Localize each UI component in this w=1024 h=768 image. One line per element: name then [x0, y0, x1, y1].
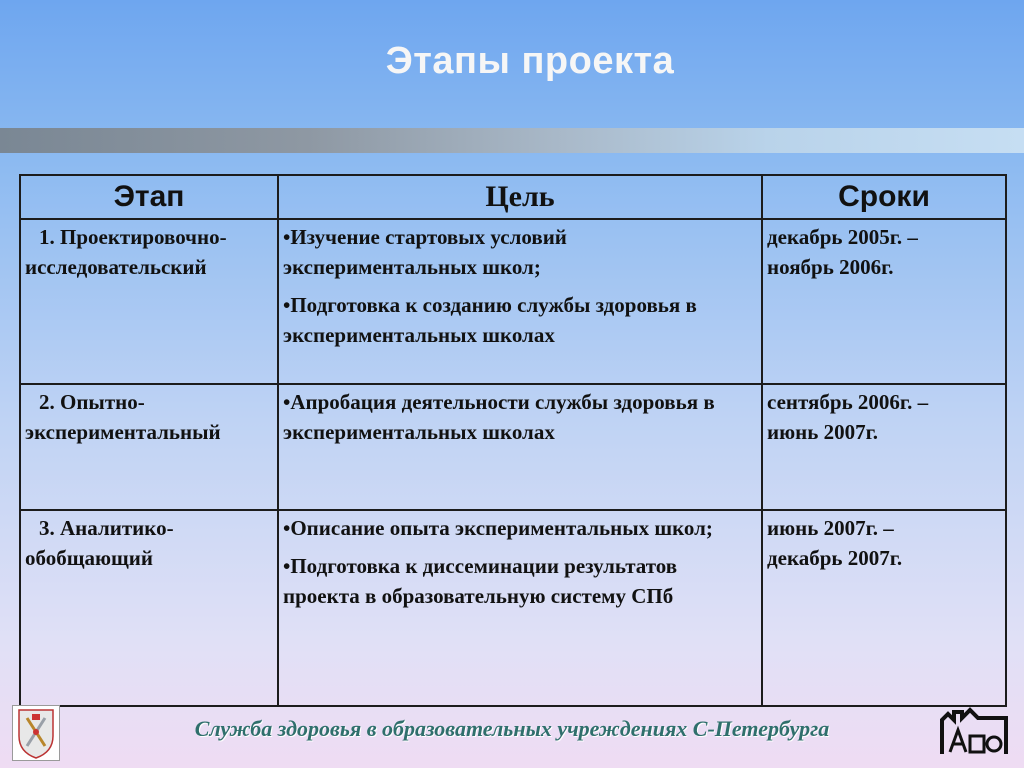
goal-item: •Подготовка к диссеминации результатов проекта в образовательную систему СПб — [283, 554, 678, 608]
slide-title: Этапы проекта — [385, 40, 675, 82]
term-end: июнь 2007г. — [767, 420, 879, 444]
stage-name-line2: исследовательский — [25, 255, 207, 279]
table-header-row — [20, 175, 1006, 219]
stage-name-line1: 1. Проектировочно- — [39, 225, 227, 249]
goal-item: •Апробация деятельности службы здоровья в экспериментальных школах — [283, 390, 715, 444]
goal-cell — [278, 219, 762, 384]
header-terms: Сроки — [762, 175, 1006, 219]
goal-item: •Описание опыта экспериментальных школ; — [283, 516, 713, 540]
header-goal: Цель — [278, 175, 762, 219]
stage-name-line2: экспериментальный — [25, 420, 221, 444]
term-start: сентябрь 2006г. – — [767, 390, 929, 414]
footer-caption: Служба здоровья в образовательных учреждениях С-Петербурга — [194, 716, 830, 741]
organization-logo-icon — [936, 704, 1012, 758]
stage-name-line1: 3. Аналитико- — [39, 516, 174, 540]
goal-item: •Подготовка к созданию службы здоровья в экспериментальных школах — [283, 293, 697, 347]
stage-cell — [20, 510, 278, 706]
stage-cell — [20, 219, 278, 384]
title-divider-band — [0, 128, 1024, 153]
stage-name-line1: 2. Опытно- — [39, 390, 145, 414]
goal-cell — [278, 510, 762, 706]
table-row — [20, 510, 1006, 706]
term-cell — [762, 510, 1006, 706]
term-start: июнь 2007г. – — [767, 516, 894, 540]
table-row — [20, 219, 1006, 384]
table-row — [20, 384, 1006, 510]
stage-cell — [20, 384, 278, 510]
term-start: декабрь 2005г. – — [767, 225, 918, 249]
term-end: декабрь 2007г. — [767, 546, 903, 570]
term-cell — [762, 384, 1006, 510]
header-stage: Этап — [20, 175, 278, 219]
goal-cell — [278, 384, 762, 510]
term-cell — [762, 219, 1006, 384]
project-stages-table — [19, 174, 1007, 707]
goal-item: •Изучение стартовых условий экспериментальных школ; — [283, 225, 567, 279]
stage-name-line2: обобщающий — [25, 546, 153, 570]
term-end: ноябрь 2006г. — [767, 255, 894, 279]
